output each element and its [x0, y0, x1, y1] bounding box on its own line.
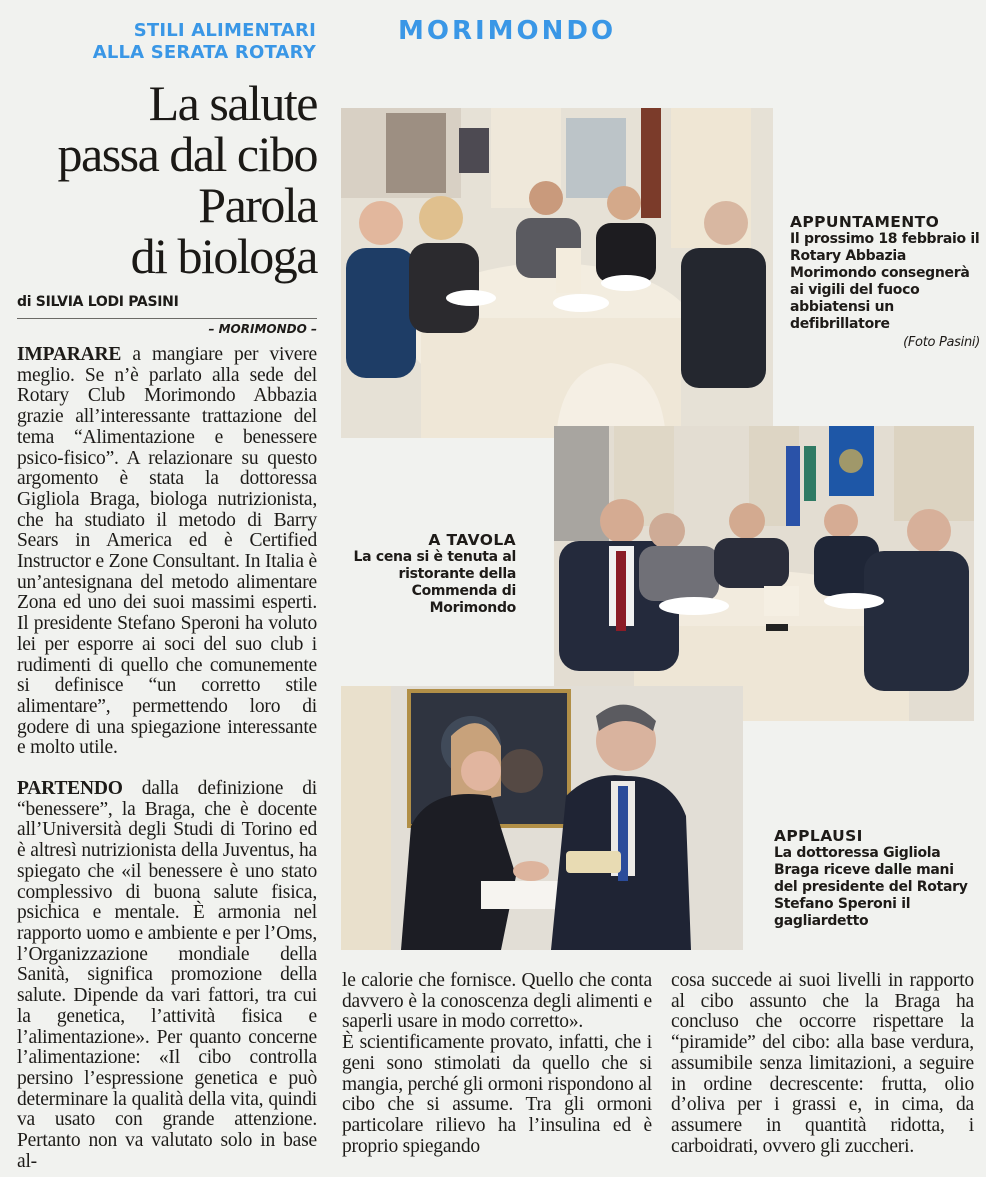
byline: di SILVIA LODI PASINI: [17, 294, 179, 310]
caption-appuntamento-title: APPUNTAMENTO: [790, 213, 940, 231]
article-paragraph-1: [17, 345, 317, 759]
headline-line-3: Parola: [198, 177, 317, 233]
column-2-paragraph-a: le calorie che fornisce. Quello che conta davvero è la conoscenza degli alimenti e saperli usare in modo corretto».: [342, 970, 652, 1033]
column-3-paragraph: cosa succede ai suoi livelli in rapporto al cibo assunto che la Braga ha concluso che occorre rispettare la “piramide” del cibo: alla base verdura, assumibile senza limitazioni, a seguire in ordine decrescente: frutta, olio d’oliva per i grassi e, in cima, da assumere in quantità ridotta, i carboidrati, ovvero gli zuccheri.: [671, 970, 974, 1157]
headline-line-1: La salute: [148, 75, 317, 131]
article-column-1: [17, 345, 317, 1172]
paragraph-2-lead: PARTENDO: [17, 778, 123, 800]
kicker-line-2: ALLA SERATA ROTARY: [92, 42, 316, 63]
photo-dinner-table-group: [341, 108, 773, 438]
section-tag: MORIMONDO: [398, 16, 617, 46]
paragraph-2-body: dalla definizione di “benessere”, la Braga, che è docente all’Università degli Studi di Torino ed è altresì nutrizionista della Juventus, ha spiegato che «il benessere è uno stato complessivo di buona salute fisica, psichica e mentale. È armonia nel rapporto uomo e ambiente e per l’Oms, l’Organizzazione mondiale della Sanità, significa promozione della salute. Dipende da vari fattori, tra cui la genetica, l’attività fisica e l’alimentazione». Per quanto concerne l’alimentazione: «Il cibo controlla persino l’espressione genetica e può determinare la qualità della vita, quindi va usato con grande attenzione. Pertanto non va valutato solo in base al-: [17, 778, 317, 1172]
caption-applausi-text: La dottoressa Gigliola Braga riceve dalle mani del presidente del Rotary Stefano Speroni il gagliardetto: [774, 845, 968, 929]
headline: [10, 75, 317, 284]
caption-appuntamento-text: Il prossimo 18 febbraio il Rotary Abbazia Morimondo consegnerà ai vigili del fuoco abbiatensi un defibrillatore: [790, 231, 980, 332]
photo-dinner-table-group-image: [341, 108, 773, 438]
headline-line-2: passa dal cibo: [57, 126, 317, 182]
paragraph-1-lead: IMPARARE: [17, 344, 122, 365]
photo-pennant-handshake: [341, 686, 743, 950]
caption-appuntamento: [790, 214, 980, 351]
kicker-line-1: STILI ALIMENTARI: [133, 20, 316, 41]
article-column-2: [342, 971, 652, 1157]
photo-guests-at-table-image: [554, 426, 974, 721]
photo-pennant-handshake-image: [341, 686, 743, 950]
caption-a-tavola-text: La cena si è tenuta al ristorante della Commenda di Morimondo: [353, 549, 516, 616]
paragraph-1-body: a mangiare per vivere meglio. Se n’è parlato alla sede del Rotary Club Morimondo Abbazia grazie all’interessante trattazione del tema “Alimentazione e benessere psico-fisico”. A relazionare su questo argomento è stata la dottoressa Gigliola Braga, biologa nutrizionista, che ha studiato il metodo di Barry Sears in America ed è Certified Instructor e Zone Consultant. In Italia è un’antesignana del metodo alimentare Zona ed uno dei suoi massimi esperti. Il presidente Stefano Speroni ha voluto lei per esporre ai soci del suo club i rudimenti di quello che comunemente si definisce “un corretto stile alimentare”, permettendo loro di godere di una spiegazione interessante e molto utile.: [17, 344, 317, 759]
byline-divider: [17, 318, 317, 319]
photo-credit: (Foto Pasini): [903, 335, 980, 350]
kicker: [16, 20, 316, 64]
paragraph-gap: [17, 759, 317, 779]
caption-a-tavola-title: A TAVOLA: [428, 531, 516, 549]
photo-guests-at-table: [554, 426, 974, 721]
article-column-3: [671, 971, 974, 1157]
caption-applausi-title: APPLAUSI: [774, 827, 863, 845]
dateline: – MORIMONDO –: [208, 322, 317, 336]
caption-applausi: [774, 828, 979, 930]
article-paragraph-2: [17, 779, 317, 1172]
caption-a-tavola: [344, 532, 516, 617]
headline-line-4: di biologa: [130, 228, 317, 284]
column-2-paragraph-b: È scientificamente provato, infatti, che i geni sono stimolati da quello che si mangia, perché gli ormoni rispondono al cibo che si assume. Tra gli ormoni particolare rilievo ha l’insulina ed è proprio spiegando: [342, 1032, 652, 1157]
